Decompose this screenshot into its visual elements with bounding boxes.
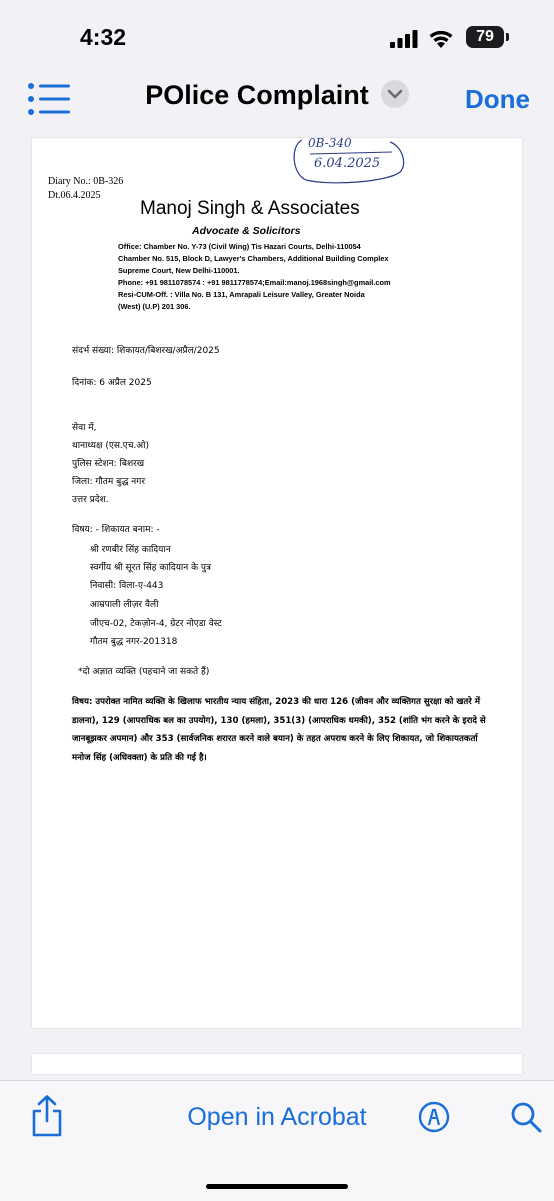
address-line: पुलिस स्टेशन: बिशरख <box>72 459 145 469</box>
battery-tip <box>506 33 509 41</box>
address-line: उत्तर प्रदेश. <box>72 495 109 505</box>
diary-date: Dt.06.4.2025 <box>48 190 101 201</box>
chevron-down-icon <box>381 80 409 108</box>
document-page[interactable] <box>32 138 522 1028</box>
cellular-signal-icon <box>390 30 418 48</box>
accused-line: गौतम बुद्ध नगर-201318 <box>90 637 178 647</box>
done-button[interactable]: Done <box>465 84 530 114</box>
office-line: (West) (U.P) 201 306. <box>118 302 191 311</box>
battery-indicator <box>466 26 504 48</box>
bottom-toolbar <box>0 1080 554 1201</box>
status-time: 4:32 <box>80 24 127 50</box>
handwritten-stamp <box>280 138 410 184</box>
firm-tagline: Advocate & Solicitors <box>192 225 301 237</box>
battery-level: 79 <box>476 28 494 45</box>
letter-date: दिनांक: 6 अप्रैल 2025 <box>72 378 152 388</box>
office-line: Chamber No. 515, Block D, Lawyer's Chambers, Additional Building Complex <box>118 254 389 263</box>
markup-icon[interactable] <box>418 1101 450 1133</box>
open-in-acrobat-button[interactable]: Open in Acrobat <box>187 1103 367 1131</box>
unknown-persons-note: *दो अज्ञात व्यक्ति (पहचाने जा सकते हैं) <box>78 667 210 677</box>
office-line: Supreme Court, New Delhi-110001. <box>118 266 240 275</box>
address-line: सेवा में, <box>72 423 97 433</box>
complaint-heading: विषय: - शिकायत बनाम: - <box>72 525 160 535</box>
nav-bar <box>0 66 554 134</box>
stamp-diary-number: 0B-340 <box>308 138 352 150</box>
firm-name: Manoj Singh & Associates <box>140 198 360 219</box>
document-content <box>32 138 522 1028</box>
wifi-icon <box>428 28 454 48</box>
title-menu-button[interactable] <box>381 80 409 108</box>
search-icon[interactable] <box>510 1101 542 1133</box>
accused-line: स्वर्गीय श्री सूरत सिंह कादियान के पुत्र <box>90 563 211 573</box>
document-title[interactable]: POlice Complaint <box>145 80 369 110</box>
accused-line: आम्रपाली लीज़र वैली <box>90 600 159 610</box>
office-line: Resi-CUM-Off. : Villa No. B 131, Amrapali Leisure Valley, Greater Noida <box>118 290 365 299</box>
office-line: Phone: +91 9811078574 : +91 9811778574;Email:manoj.1968singh@gmail.com <box>118 278 391 287</box>
document-next-page[interactable] <box>32 1054 522 1074</box>
accused-line: जीएच-02, टेकज़ोन-4, ग्रेटर नोएडा वेस्ट <box>90 619 222 629</box>
address-line: जिला: गौतम बुद्ध नगर <box>72 477 146 487</box>
subject-paragraph: विषय: उपरोक्त नामित व्यक्ति के खिलाफ भारतीय न्याय संहिता, 2023 की धारा 126 (जीवन और व्यक्तिगत सुरक्षा को खतरे में डालना), 129 (आपराधिक बल का उपयोग), 130 (हमला), 351(3) (आपराधिक धमकी), 352 (शांति भंग करने के इरादे से जानबूझकर अपमान) और 353 (सार्वजनिक शरारत करने वाले बयान) के तहत अपराध करने के लिए शिकायत, जो शिकायतकर्ता मनोज सिंह (अधिवक्ता) के प्रति की गई है। <box>72 697 486 763</box>
diary-number: Diary No.: 0B-326 <box>48 176 124 187</box>
accused-line: निवासी: विला-ए-443 <box>90 581 164 591</box>
home-indicator <box>206 1184 348 1189</box>
stamp-date: 6.04.2025 <box>314 156 381 171</box>
accused-line: श्री रणबीर सिंह कादियान <box>90 545 171 555</box>
reference-number: संदर्भ संख्या: शिकायत/बिशरख/अप्रैल/2025 <box>72 346 220 356</box>
office-address <box>118 241 391 313</box>
diary-block <box>48 175 123 203</box>
address-line: थानाध्यक्ष (एस.एच.ओ) <box>72 441 150 451</box>
office-line: Office: Chamber No. Y-73 (Civil Wing) Tis Hazari Courts, Delhi-110054 <box>118 242 361 251</box>
status-bar <box>0 0 554 66</box>
